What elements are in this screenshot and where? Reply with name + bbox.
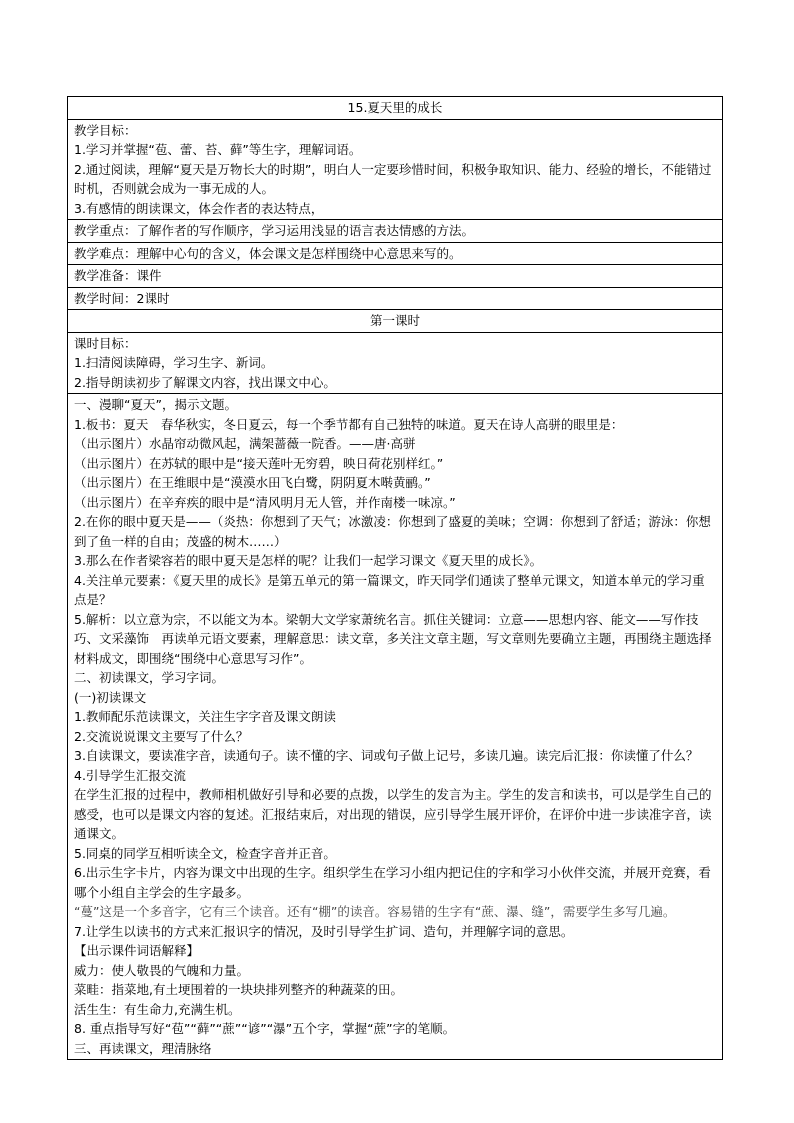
process-line: 4.关注单元要素：《夏天里的成长》是第五单元的第一篇课文，昨天同学们通读了整单元课文，知道本单元的学习重点是？ bbox=[74, 572, 705, 607]
process-line: 4.引导学生汇报交流 bbox=[74, 767, 186, 783]
process-line: 威力：使人敬畏的气魄和力量。 bbox=[74, 962, 250, 978]
lesson-plan-table bbox=[67, 96, 723, 1060]
process-line: 二、初读课文，学习字词。 bbox=[74, 670, 225, 685]
objectives-heading: 教学目标： bbox=[74, 122, 137, 138]
process-line: 1.教师配乐范读课文，关注生字字音及课文朗读 bbox=[74, 709, 336, 724]
process-line: 5.同桌的同学互相听读全文，检查字音并正音。 bbox=[74, 845, 336, 861]
session-title-row bbox=[68, 310, 723, 333]
process-line: 2.在你的眼中夏天是——（炎热：你想到了天气；冰激凌：你想到了盛夏的美味；空调：你想到了舒适；游泳：你想到了鱼一样的自由；茂盛的树木……） bbox=[74, 514, 711, 549]
session-objective-item: 1.扫清阅读障碍，学习生字、新词。 bbox=[74, 355, 274, 370]
process-line: 三、再读课文，理清脉络 bbox=[74, 1040, 212, 1056]
process-line: (一)初读课文 bbox=[74, 689, 147, 705]
key-point-row bbox=[68, 220, 723, 243]
session-objectives-heading: 课时目标： bbox=[74, 335, 137, 351]
difficulty-row bbox=[68, 242, 723, 265]
process-line: 活生生：有生命力,充满生机。 bbox=[74, 1001, 241, 1017]
process-row bbox=[68, 394, 723, 1060]
session-objectives-cell bbox=[68, 332, 723, 394]
process-line: 5.解析：以立意为宗，不以能文为本。梁朝大文学家萧统名言。抓住关键词：立意——思想内容、能文——写作技巧、文采藻饰 再读单元语文要素，理解意思：读文章，多关注文章主题，写文章则先要确立主题，再围绕主题选择材料成文，即围绕“围绕中心意思写习作”。 bbox=[74, 611, 712, 666]
process-line: （出示图片）在辛弃疾的眼中是“清风明月无人管，并作南楼一味凉。” bbox=[74, 494, 456, 510]
process-line: 6.出示生字卡片，内容为课文中出现的生字。组织学生在学习小组内把记住的字和学习小伙伴交流，并展开竞赛，看哪个小组自主学会的生字最多。 bbox=[74, 865, 711, 900]
session-objectives-row bbox=[68, 332, 723, 394]
process-line: 在学生汇报的过程中，教师相机做好引导和必要的点拨，以学生的发言为主。学生的发言和读书，可以是学生自己的感受，也可以是课文内容的复述。汇报结束后，对出现的错误，应引导学生展开评价，在评价中进一步读准字音，读通课文。 bbox=[74, 787, 712, 841]
process-line: （出示图片）在王维眼中是“漠漠水田飞白鹭，阴阴夏木啭黄鹂。” bbox=[74, 475, 431, 490]
key-point: 教学重点：了解作者的写作顺序，学习运用浅显的语言表达情感的方法。 bbox=[68, 220, 723, 243]
lesson-title: 15.夏天里的成长 bbox=[68, 97, 723, 120]
title-row bbox=[68, 97, 723, 120]
process-line: 一、漫聊“夏天”，揭示文题。 bbox=[74, 397, 237, 412]
process-line: “蔓”这是一个多音字，它有三个读音。还有“棚”的读音。容易错的生字有“蔗、瀑、缝”，需要学生多写几遍。 bbox=[74, 904, 676, 919]
objective-item: 2.通过阅读，理解“夏天是万物长大的时期”，明白人一定要珍惜时间，积极争取知识、能力、经验的增长，不能错过时机，否则就会成为一事无成的人。 bbox=[74, 161, 712, 196]
process-line: 8. 重点指导写好“苞”“藓”“蔗”“谚”“瀑”五个字，掌握“蔗”字的笔顺。 bbox=[74, 1021, 456, 1036]
process-line: 2.交流说说课文主要写了什么？ bbox=[74, 728, 249, 744]
objective-item: 3.有感情的朗读课文，体会作者的表达特点， bbox=[74, 200, 324, 216]
process-line: （出示图片）水晶帘动微风起，满架蔷薇一院香。——唐·高骈 bbox=[74, 436, 416, 451]
difficulty: 教学难点：理解中心句的含义，体会课文是怎样围绕中心意思来写的。 bbox=[68, 242, 723, 265]
teaching-process-cell bbox=[68, 394, 723, 1060]
session-objective-item: 2.指导朗读初步了解课文内容，找出课文中心。 bbox=[74, 374, 336, 390]
process-line: 1.板书：夏天 春华秋实，冬日夏云，每一个季节都有自己独特的味道。夏天在诗人高骈的眼里是： bbox=[74, 416, 624, 432]
process-line: 菜畦：指菜地,有土埂围着的一块块排列整齐的种蔬菜的田。 bbox=[74, 982, 403, 997]
process-line: （出示图片）在苏轼的眼中是“接天莲叶无穷碧，映日荷花别样红。” bbox=[74, 455, 444, 471]
process-line: 【出示课件词语解释】 bbox=[74, 943, 200, 958]
duration: 教学时间：2课时 bbox=[68, 287, 723, 310]
session-title: 第一课时 bbox=[68, 310, 723, 333]
objectives-cell bbox=[68, 119, 723, 220]
process-line: 3.那么在作者梁容若的眼中夏天是怎样的呢？让我们一起学习课文《夏天里的成长》。 bbox=[74, 553, 543, 568]
process-line: 3.自读课文，要读准字音，读通句子。读不懂的字、词或句子做上记号，多读几遍。读完后汇报：你读懂了什么？ bbox=[74, 748, 699, 763]
objective-item: 1.学习并掌握“苞、蕾、苔、藓”等生字，理解词语。 bbox=[74, 142, 362, 157]
lesson-plan-sheet bbox=[67, 96, 723, 1060]
process-line: 7.让学生以读书的方式来汇报识字的情况，及时引导学生扩词、造句，并理解字词的意思。 bbox=[74, 923, 574, 939]
duration-row bbox=[68, 287, 723, 310]
preparation: 教学准备：课件 bbox=[68, 265, 723, 288]
objectives-row bbox=[68, 119, 723, 220]
preparation-row bbox=[68, 265, 723, 288]
